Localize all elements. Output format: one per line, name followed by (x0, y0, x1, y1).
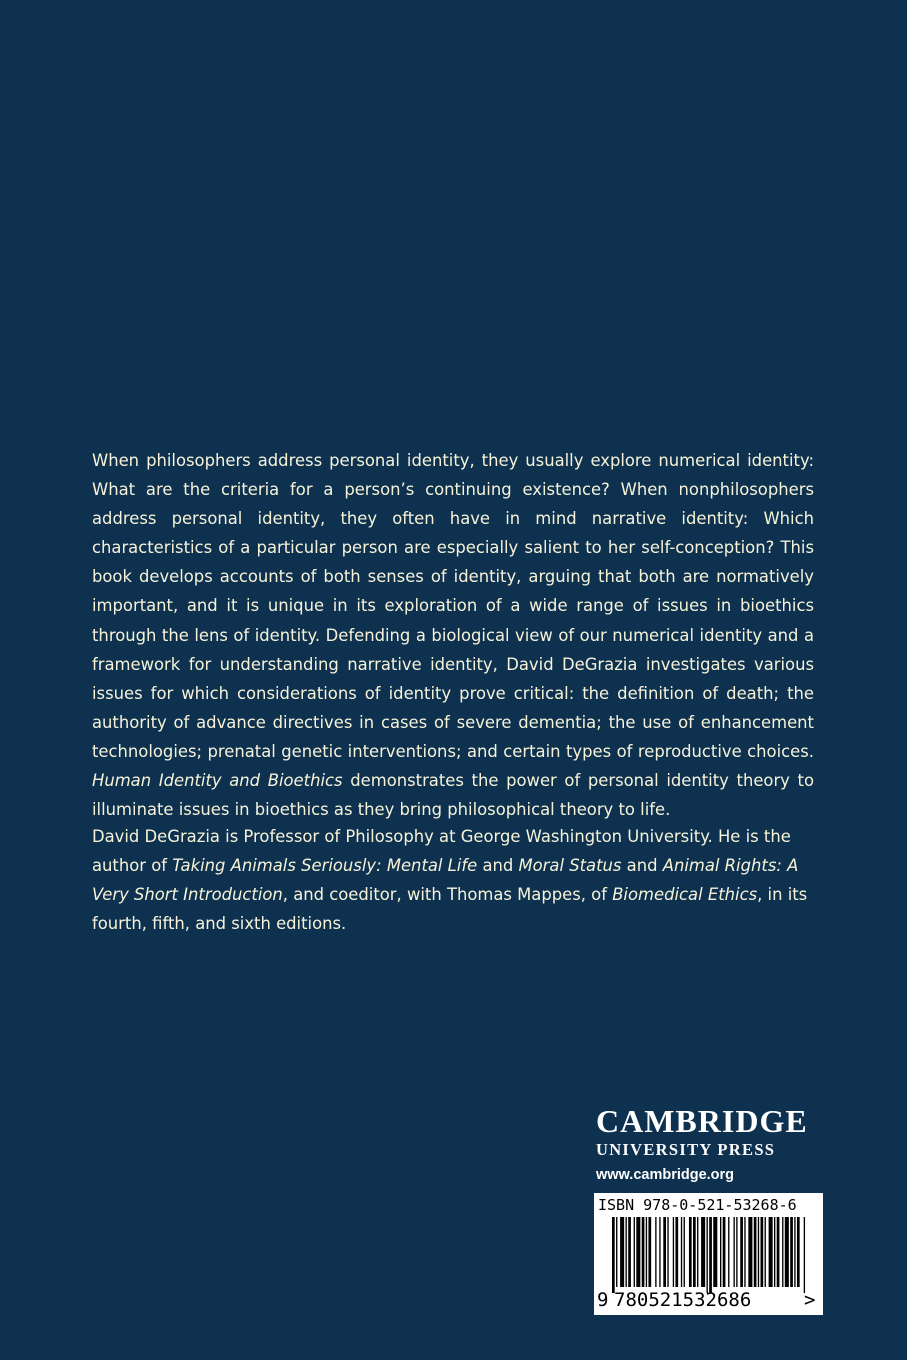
barcode-bar (636, 1217, 640, 1287)
barcode-bar (774, 1217, 775, 1287)
barcode-bar (758, 1217, 759, 1287)
barcode-bar (697, 1217, 698, 1287)
barcode-bar (707, 1217, 708, 1293)
barcode-bar (693, 1217, 696, 1287)
barcode-bar (744, 1217, 745, 1287)
barcode-bar (709, 1217, 712, 1293)
barcode-bar (673, 1217, 674, 1287)
publisher-logo (596, 1104, 826, 1186)
barcode-bar (648, 1217, 651, 1287)
barcode-bar (684, 1217, 685, 1287)
barcode-bar (628, 1217, 631, 1287)
barcode-bar (734, 1217, 735, 1287)
barcode-bar (794, 1217, 795, 1287)
barcode-bar (646, 1217, 647, 1287)
barcode-bar (701, 1217, 705, 1287)
barcode-bar (804, 1217, 805, 1293)
book-description (92, 446, 814, 824)
barcode-bar (782, 1217, 783, 1287)
barcode-bar (728, 1217, 729, 1287)
barcode-bars (612, 1217, 810, 1293)
barcode-bar (723, 1217, 726, 1287)
description-text-end: demonstrates the power of personal identity theory to illuminate issues in bioethics as they bring philosophical theory to life. (92, 771, 814, 820)
bio-title-3: Animal Rights: A Very Short Introduction (92, 856, 799, 905)
description-text: When philosophers address personal identity, they usually explore numerical identity: What are the criteria for a person’s continuing existence? When nonphilosophers address personal identity, they often have in mind narrative identity: Which characteristics of a particular person are especially salient to her self-conception? This book develops accounts of both senses of identity, arguing that both are normatively important, and it is unique in its exploration of a wide range of issues in bioethics through the lens of identity. Defending a biological view of our numerical identity and a framework for understanding narrative identity, David DeGrazia investigates various issues for which considerations of identity prove critical: the definition of death; the authority of advance directives in cases of severe dementia; the use of enhancement technologies; prenatal genetic interventions; and certain types of reproductive choices. (92, 451, 814, 761)
barcode-bar (675, 1217, 678, 1287)
barcode-bar (761, 1217, 764, 1287)
barcode-bar (642, 1217, 645, 1287)
barcode-bar (790, 1217, 793, 1287)
barcode-bar (777, 1217, 780, 1287)
publisher-url: www.cambridge.org (596, 1167, 735, 1183)
book-title: Human Identity and Bioethics (92, 771, 343, 791)
barcode-bar (720, 1217, 721, 1287)
barcode-bar (740, 1217, 743, 1287)
barcode-digits: 780521532686 (614, 1289, 752, 1311)
bio-mid: , and coeditor, with Thomas Mappes, of (282, 885, 607, 905)
barcode-bar (659, 1217, 660, 1287)
barcode-bar (748, 1217, 752, 1287)
isbn-barcode (594, 1193, 823, 1315)
barcode-bar (667, 1217, 668, 1287)
barcode-first-digit: 9 (597, 1289, 609, 1311)
barcode-bar (663, 1217, 666, 1287)
barcode-bar (681, 1217, 682, 1287)
barcode-bar (736, 1217, 737, 1287)
isbn-label: ISBN 978-0-521-53268-6 (598, 1196, 797, 1214)
bio-lead: David DeGrazia is Professor of Philosophy at George Washington University. He is the author of (92, 827, 791, 876)
bio-tail: , in its fourth, fifth, and sixth editions. (92, 885, 808, 934)
barcode-bar (634, 1217, 635, 1287)
barcode-bar (769, 1217, 773, 1287)
barcode-bar (754, 1217, 757, 1287)
publisher-name: CAMBRIDGE (596, 1103, 808, 1139)
barcode-bar (785, 1217, 789, 1287)
bio-title-4: Biomedical Ethics (612, 885, 758, 905)
bio-title-2: Moral Status (518, 856, 622, 876)
barcode-bar (655, 1217, 656, 1287)
bio-and-2: and (626, 856, 658, 876)
author-bio (92, 822, 814, 938)
barcode-bar (797, 1217, 800, 1287)
barcode-end-marker: > (804, 1289, 816, 1311)
barcode-bar (765, 1217, 766, 1287)
barcode-bar (620, 1217, 624, 1287)
bio-title-1: Taking Animals Seriously: Mental Life (172, 856, 478, 876)
bio-and-1: and (482, 856, 514, 876)
barcode-bar (626, 1217, 627, 1287)
publisher-subname: UNIVERSITY PRESS (596, 1140, 776, 1159)
barcode-bar (612, 1217, 615, 1293)
barcode-bar (689, 1217, 692, 1287)
barcode-bar (713, 1217, 717, 1287)
barcode-bar (616, 1217, 617, 1287)
